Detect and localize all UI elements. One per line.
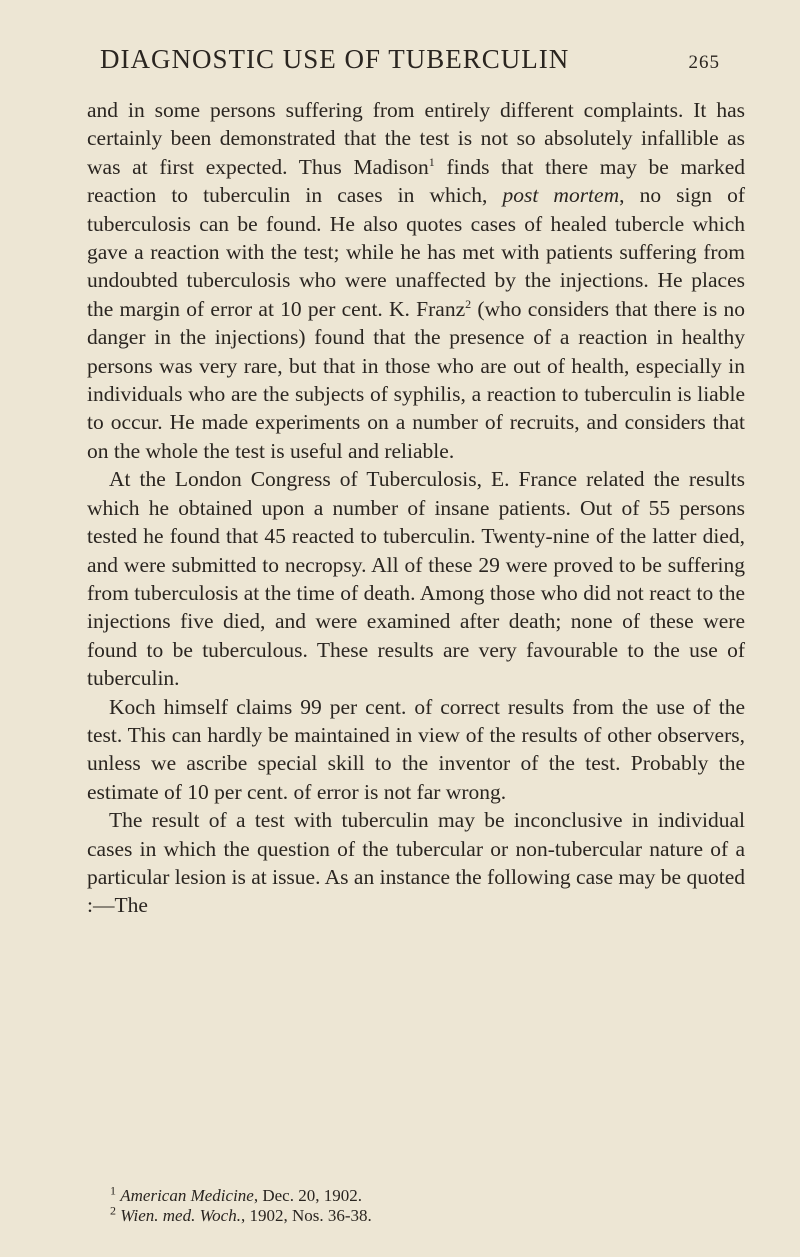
footnote-reference: 2 [465,296,472,311]
text-run: and in some persons suffering from entirely different complaints. It has certainly been demonstrated that the test is not so absolutely infallible as was at first expected. Thus Madison [87,98,745,179]
page-number: 265 [688,52,720,73]
running-header [100,44,720,75]
paragraph [87,693,745,807]
text-run: finds that there may be marked reaction to tuberculin in cases in which, [87,154,745,208]
italic-text: Wien. med. Woch. [120,1206,241,1225]
body-text [87,96,745,920]
footnote-mark: 1 [110,1183,116,1198]
text-run: The result of a test with tuberculin may be inconclusive in individual cases in which the question of the tubercular or non-tubercular nature of a particular lesion is at issue. As an instance the following case may be quoted :—The [87,808,745,918]
paragraph [87,96,745,465]
footnote [110,1203,750,1226]
text-run: , 1902, Nos. 36-38. [240,1206,372,1225]
footnote [110,1183,750,1206]
text-run: , no sign of tuberculosis can be found. He also quotes cases of healed tubercle which gave a reaction with the test; while he has met with patients suffering from undoubted tuberculosis who were unaffected by the injections. He places the margin of error at 10 per cent. K. Franz [87,183,746,321]
footnote-mark: 2 [110,1203,116,1218]
text-run: , Dec. 20, 1902. [253,1186,362,1205]
footnote-reference: 1 [428,154,435,169]
text-run: Koch himself claims 99 per cent. of correct results from the use of the test. This can hardly be maintained in view of the results of other observers, unless we ascribe special skill to the inventor of the test. Probably the estimate of 10 per cent. of error is not far wrong. [87,694,745,804]
paragraph [87,806,745,920]
italic-text: American Medicine [120,1186,254,1205]
text-run: (who considers that there is no danger in the injections) found that the presence of a reaction in healthy persons was very rare, but that in those who are out of health, especially in individuals who are the subjects of syphilis, a reaction to tuberculin is liable to occur. He made experiments on a number of recruits, and considers that on the whole the test is useful and reliable. [87,296,745,463]
running-title: DIAGNOSTIC USE OF TUBERCULIN [100,44,570,74]
italic-text: post mortem [502,183,620,208]
text-run: At the London Congress of Tuberculosis, E. France related the results which he obtained upon a number of insane patients. Out of 55 persons tested he found that 45 reacted to tuberculin. Twenty-nine of the latter died, and were submitted to necropsy. All of these 29 were proved to be suffering from tuberculosis at the time of death. Among those who did not react to the injections five died, and were examined after death; none of these were found to be tuberculous. These results are very favourable to the use of tuberculin. [87,467,745,691]
footnotes [110,1183,750,1226]
paragraph [87,465,745,692]
